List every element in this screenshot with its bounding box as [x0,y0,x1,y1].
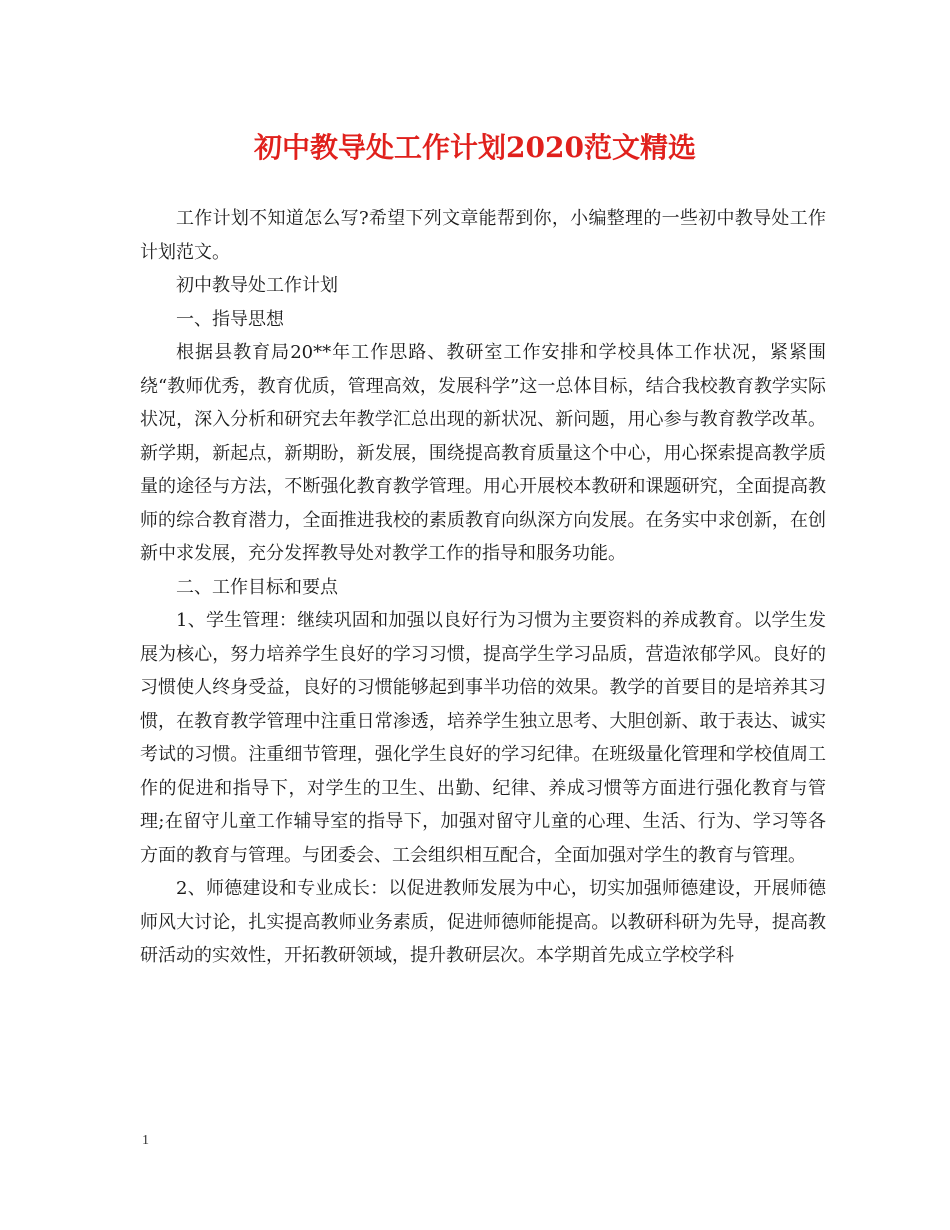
section-heading-goals: 二、工作目标和要点 [176,576,338,598]
guiding-ideology-paragraph: 根据县教育局20**年工作思路、教研室工作安排和学校具体工作状况，紧紧围绕“教师优秀，教育优质，管理高效，发展科学”这一总体目标，结合我校教育教学实际状况，深入分析和研究去年教学汇总出现的新状况、新问题，用心参与教育教学改革。新学期，新起点，新期盼，新发展，围绕提高教育质量这个中心，用心探索提高教学质量的途径与方法，不断强化教育教学管理。用心开展校本教研和课题研究，全面提高教师的综合教育潜力，全面推进我校的素质教育向纵深方向发展。在务实中求创新，在创新中求发展，充分发挥教导处对教学工作的指导和服务功能。 [140,342,826,564]
plan-heading: 初中教导处工作计划 [176,275,338,296]
section-heading-guiding-ideology: 一、指导思想 [176,308,284,330]
student-management-paragraph: 1、学生管理：继续巩固和加强以良好行为习惯为主要资料的养成教育。以学生发展为核心，努力培养学生良好的学习习惯，提高学生学习品质，营造浓郁学风。良好的习惯使人终身受益，良好的习惯能够起到事半功倍的效果。教学的首要目的是培养其习惯，在教育教学管理中注重日常渗透，培养学生独立思考、大胆创新、敢于表达、诚实考试的习惯。注重细节管理，强化学生良好的学习纪律。在班级量化管理和学校值周工作的促进和指导下，对学生的卫生、出勤、纪律、养成习惯等方面进行强化教育与管理;在留守儿童工作辅导室的指导下，加强对留守儿童的心理、生活、行为、学习等各方面的教育与管理。与团委会、工会组织相互配合，全面加强对学生的教育与管理。 [140,610,826,866]
teacher-development-paragraph: 2、师德建设和专业成长：以促进教师发展为中心，切实加强师德建设，开展师德师风大讨论，扎实提高教师业务素质，促进师德师能提高。以教研科研为先导，提高教研活动的实效性，开拓教研领域，提升教研层次。本学期首先成立学校学科 [140,878,826,966]
document-title: 初中教导处工作计划2020范文精选 [254,131,696,164]
intro-paragraph: 工作计划不知道怎么写?希望下列文章能帮到你，小编整理的一些初中教导处工作计划范文。 [140,208,826,263]
document-body [140,202,826,973]
page-number: 1 [142,1133,149,1148]
